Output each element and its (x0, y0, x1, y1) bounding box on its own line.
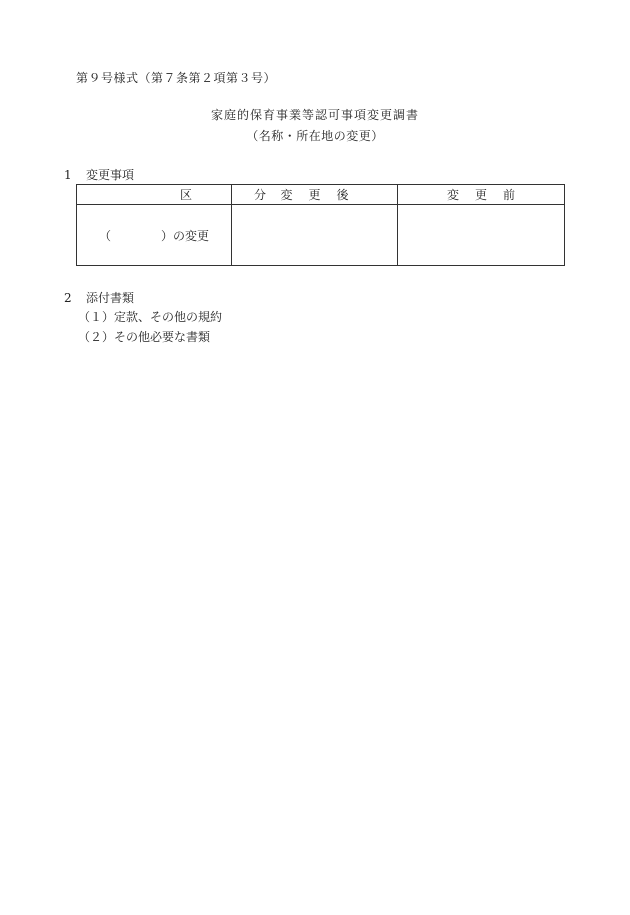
header-before-label: 変更前 (446, 188, 531, 202)
header-kubun-left: 区 (179, 188, 192, 202)
section-2-heading (64, 289, 134, 306)
attachment-item-1: （１）定款、その他の規約 (78, 310, 223, 324)
row-open-paren: （ (98, 228, 111, 243)
section-1-heading (64, 166, 134, 183)
document-subtitle: （名称・所在地の変更） (246, 129, 384, 143)
table-row (77, 205, 565, 266)
section-2-title: 添付書類 (86, 291, 135, 305)
attachment-item-2: （２）その他必要な書類 (78, 330, 211, 344)
header-kubun-right: 分 (254, 188, 267, 202)
header-after-label: 変更後 (280, 188, 365, 202)
change-items-table (76, 184, 565, 266)
header-kubun (77, 185, 267, 205)
table-header-row (77, 185, 565, 205)
document-title: 家庭的保育事業等認可事項変更調書 (210, 108, 419, 122)
section-2-number: 2 (64, 291, 72, 305)
section-1-number: 1 (64, 168, 72, 182)
section-1-title: 変更事項 (86, 168, 135, 182)
row-before-cell[interactable] (398, 205, 565, 266)
row-category-cell (77, 205, 232, 266)
form-number: 第９号様式（第７条第２項第３号） (76, 71, 277, 85)
row-after-cell[interactable] (232, 205, 398, 266)
row-change-label: ）の変更 (161, 228, 210, 243)
header-before (398, 185, 565, 205)
